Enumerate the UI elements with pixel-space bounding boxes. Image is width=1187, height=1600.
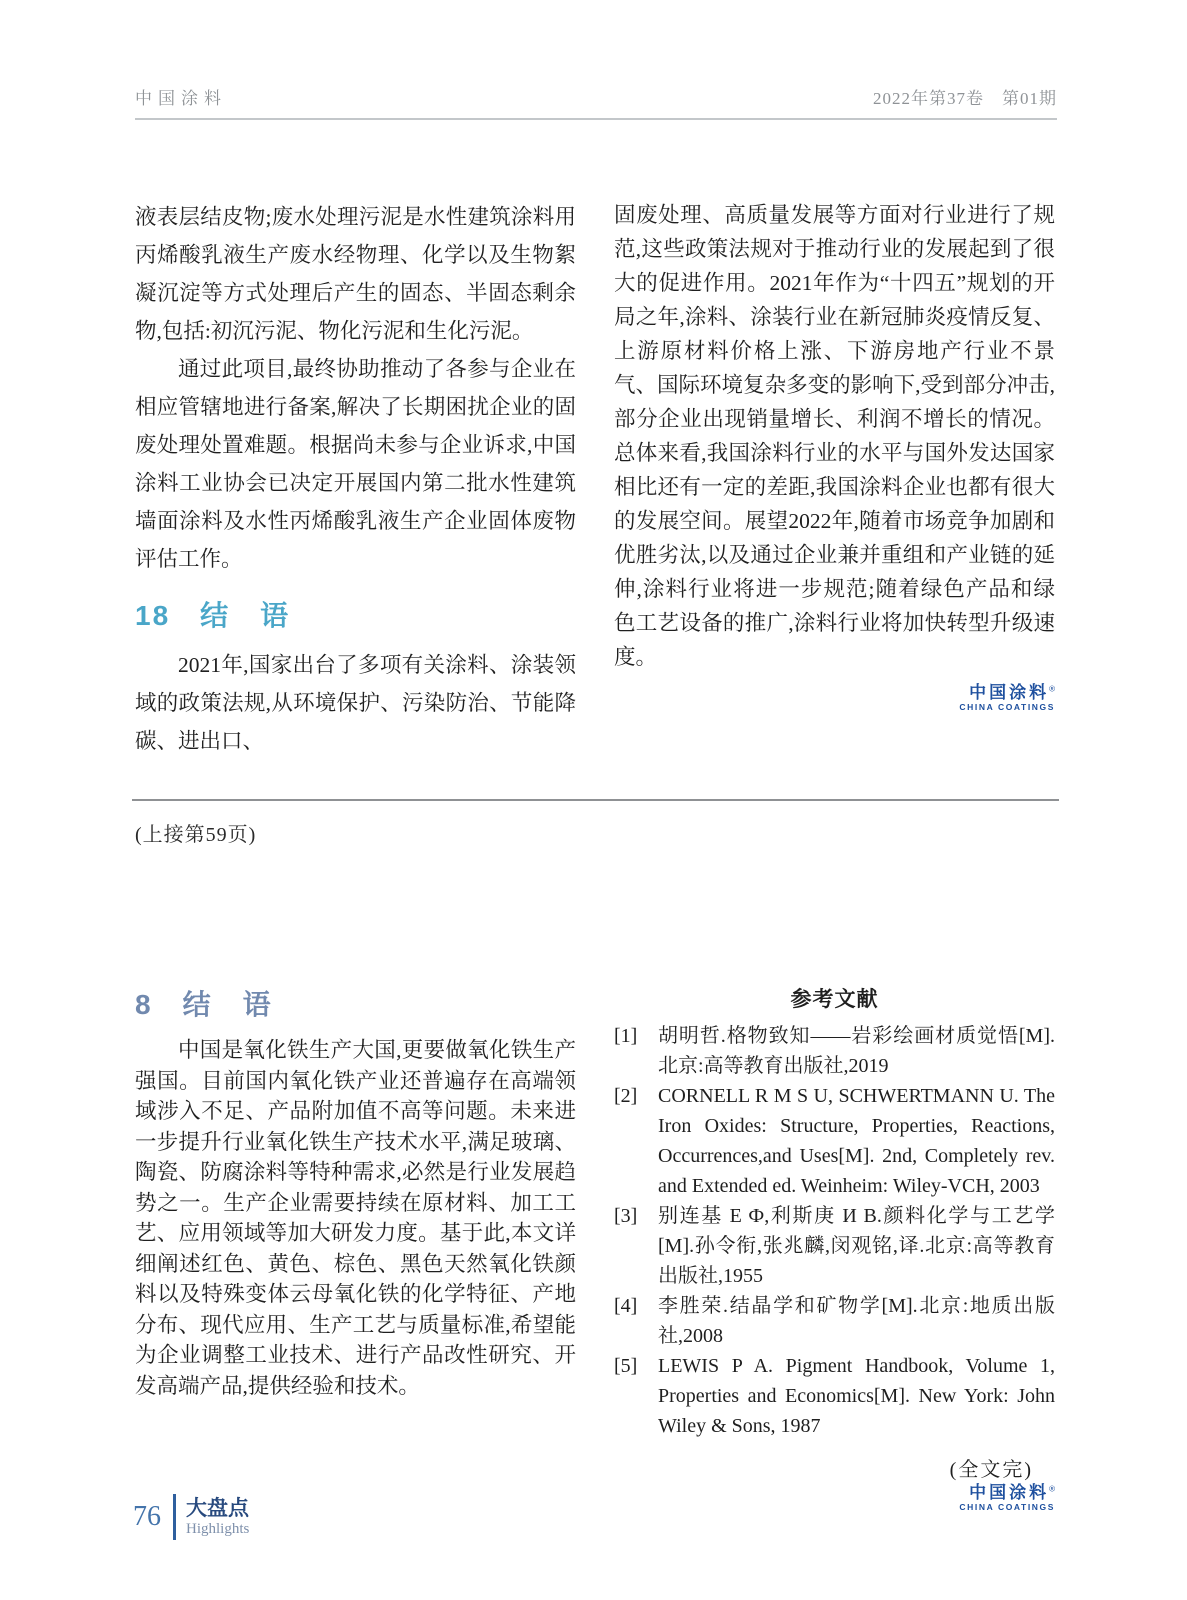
body-paragraph: 2021年,国家出台了多项有关涂料、涂装领域的政策法规,从环境保护、污染防治、节能降碳、进出口、 (135, 653, 576, 753)
logo-zh-text: 中国涂料 (969, 1483, 1050, 1502)
footer-divider-bar (173, 1494, 176, 1540)
section-divider (132, 799, 1059, 801)
bottom-left-column (135, 983, 576, 1512)
top-left-column (135, 198, 576, 760)
page-footer (133, 1494, 249, 1540)
section-heading-8: 8 结 语 (135, 989, 273, 1020)
china-coatings-logo (614, 1484, 1055, 1512)
reference-text: 别连基 Е Ф,利斯庚 И В.颜料化学与工艺学[M].孙令衔,张兆麟,闵观铭,译.北京:高等教育出版社,1955 (658, 1205, 1055, 1287)
reference-number: [4] (614, 1295, 638, 1317)
reference-text: LEWIS P A. Pigment Handbook, Volume 1, Properties and Economics[M]. New York: John Wiley & Sons, 1987 (658, 1355, 1055, 1437)
footer-section-subtitle: Highlights (186, 1520, 250, 1537)
footer-section-title: 大盘点 (186, 1496, 249, 1520)
body-paragraph: 固废处理、高质量发展等方面对行业进行了规范,这些政策法规对于推动行业的发展起到了很大的促进作用。2021年作为“十四五”规划的开局之年,涂料、涂装行业在新冠肺炎疫情反复、上游原材料价格上涨、下游房地产行业不景气、国际环境复杂多变的影响下,受到部分冲击,部分企业出现销量增长、利润不增长的情况。总体来看,我国涂料行业的水平与国外发达国家相比还有一定的差距,我国涂料企业也都有很大的发展空间。展望2022年,随着市场竞争加剧和优胜劣汰,以及通过企业兼并重组和产业链的延伸,涂料行业将进一步规范;随着绿色产品和绿色工艺设备的推广,涂料行业将加快转型升级速度。 (614, 203, 1055, 669)
reference-text: 李胜荣.结晶学和矿物学[M].北京:地质出版社,2008 (658, 1295, 1055, 1347)
footer-section (186, 1497, 249, 1538)
registered-mark-icon: ® (1049, 684, 1055, 694)
top-article (135, 198, 1055, 760)
reference-number: [5] (614, 1355, 638, 1377)
china-coatings-logo (614, 684, 1055, 712)
continuation-note: (上接第59页) (135, 824, 257, 846)
journal-title: 中国涂料 (135, 89, 227, 108)
reference-item (614, 1291, 1055, 1351)
logo-zh-text: 中国涂料 (969, 683, 1050, 702)
reference-item (614, 1021, 1055, 1081)
references-column (614, 983, 1055, 1512)
reference-item (614, 1081, 1055, 1201)
issue-info: 2022年第37卷 第01期 (873, 89, 1057, 108)
top-right-column (614, 198, 1055, 760)
logo-en-text: CHINA COATINGS (959, 701, 1055, 712)
reference-text: 胡明哲.格物致知——岩彩绘画材质觉悟[M].北京:高等教育出版社,2019 (658, 1025, 1055, 1077)
reference-number: [1] (614, 1025, 638, 1047)
body-paragraph: 通过此项目,最终协助推动了各参与企业在相应管辖地进行备案,解决了长期困扰企业的固废处理处置难题。根据尚未参与企业诉求,中国涂料工业协会已决定开展国内第二批水性建筑墙面涂料及水性丙烯酸乳液生产企业固体废物评估工作。 (135, 357, 576, 571)
reference-number: [2] (614, 1085, 638, 1107)
section-heading-18: 18 结 语 (135, 600, 291, 631)
bottom-article (135, 983, 1055, 1512)
page-number: 76 (133, 1501, 161, 1532)
reference-text: CORNELL R M S U, SCHWERTMANN U. The Iron Oxides: Structure, Properties, Reactions, Occurrences,and Uses[M]. 2nd, Completely rev. and Extended ed. Weinheim: Wiley-VCH, 2003 (658, 1085, 1055, 1197)
reference-number: [3] (614, 1205, 638, 1227)
reference-item (614, 1351, 1055, 1441)
references-title: 参考文献 (790, 987, 879, 1011)
end-of-article-note: (全文完) (949, 1459, 1033, 1481)
body-paragraph: 液表层结皮物;废水处理污泥是水性建筑涂料用丙烯酸乳液生产废水经物理、化学以及生物絮凝沉淀等方式处理后产生的固态、半固态剩余物,包括:初沉污泥、物化污泥和生化污泥。 (135, 205, 576, 343)
registered-mark-icon: ® (1049, 1484, 1055, 1494)
body-paragraph: 中国是氧化铁生产大国,更要做氧化铁生产强国。目前国内氧化铁产业还普遍存在高端领域涉入不足、产品附加值不高等问题。未来进一步提升行业氧化铁生产技术水平,满足玻璃、陶瓷、防腐涂料等特种需求,必然是行业发展趋势之一。生产企业需要持续在原材料、加工工艺、应用领域等加大研发力度。基于此,本文详细阐述红色、黄色、棕色、黑色天然氧化铁颜料以及特殊变体云母氧化铁的化学特征、产地分布、现代应用、生产工艺与质量标准,希望能为企业调整工业技术、进行产品改性研究、开发高端产品,提供经验和技术。 (135, 1038, 576, 1398)
logo-en-text: CHINA COATINGS (959, 1501, 1055, 1512)
page-header (135, 84, 1057, 120)
reference-item (614, 1201, 1055, 1291)
